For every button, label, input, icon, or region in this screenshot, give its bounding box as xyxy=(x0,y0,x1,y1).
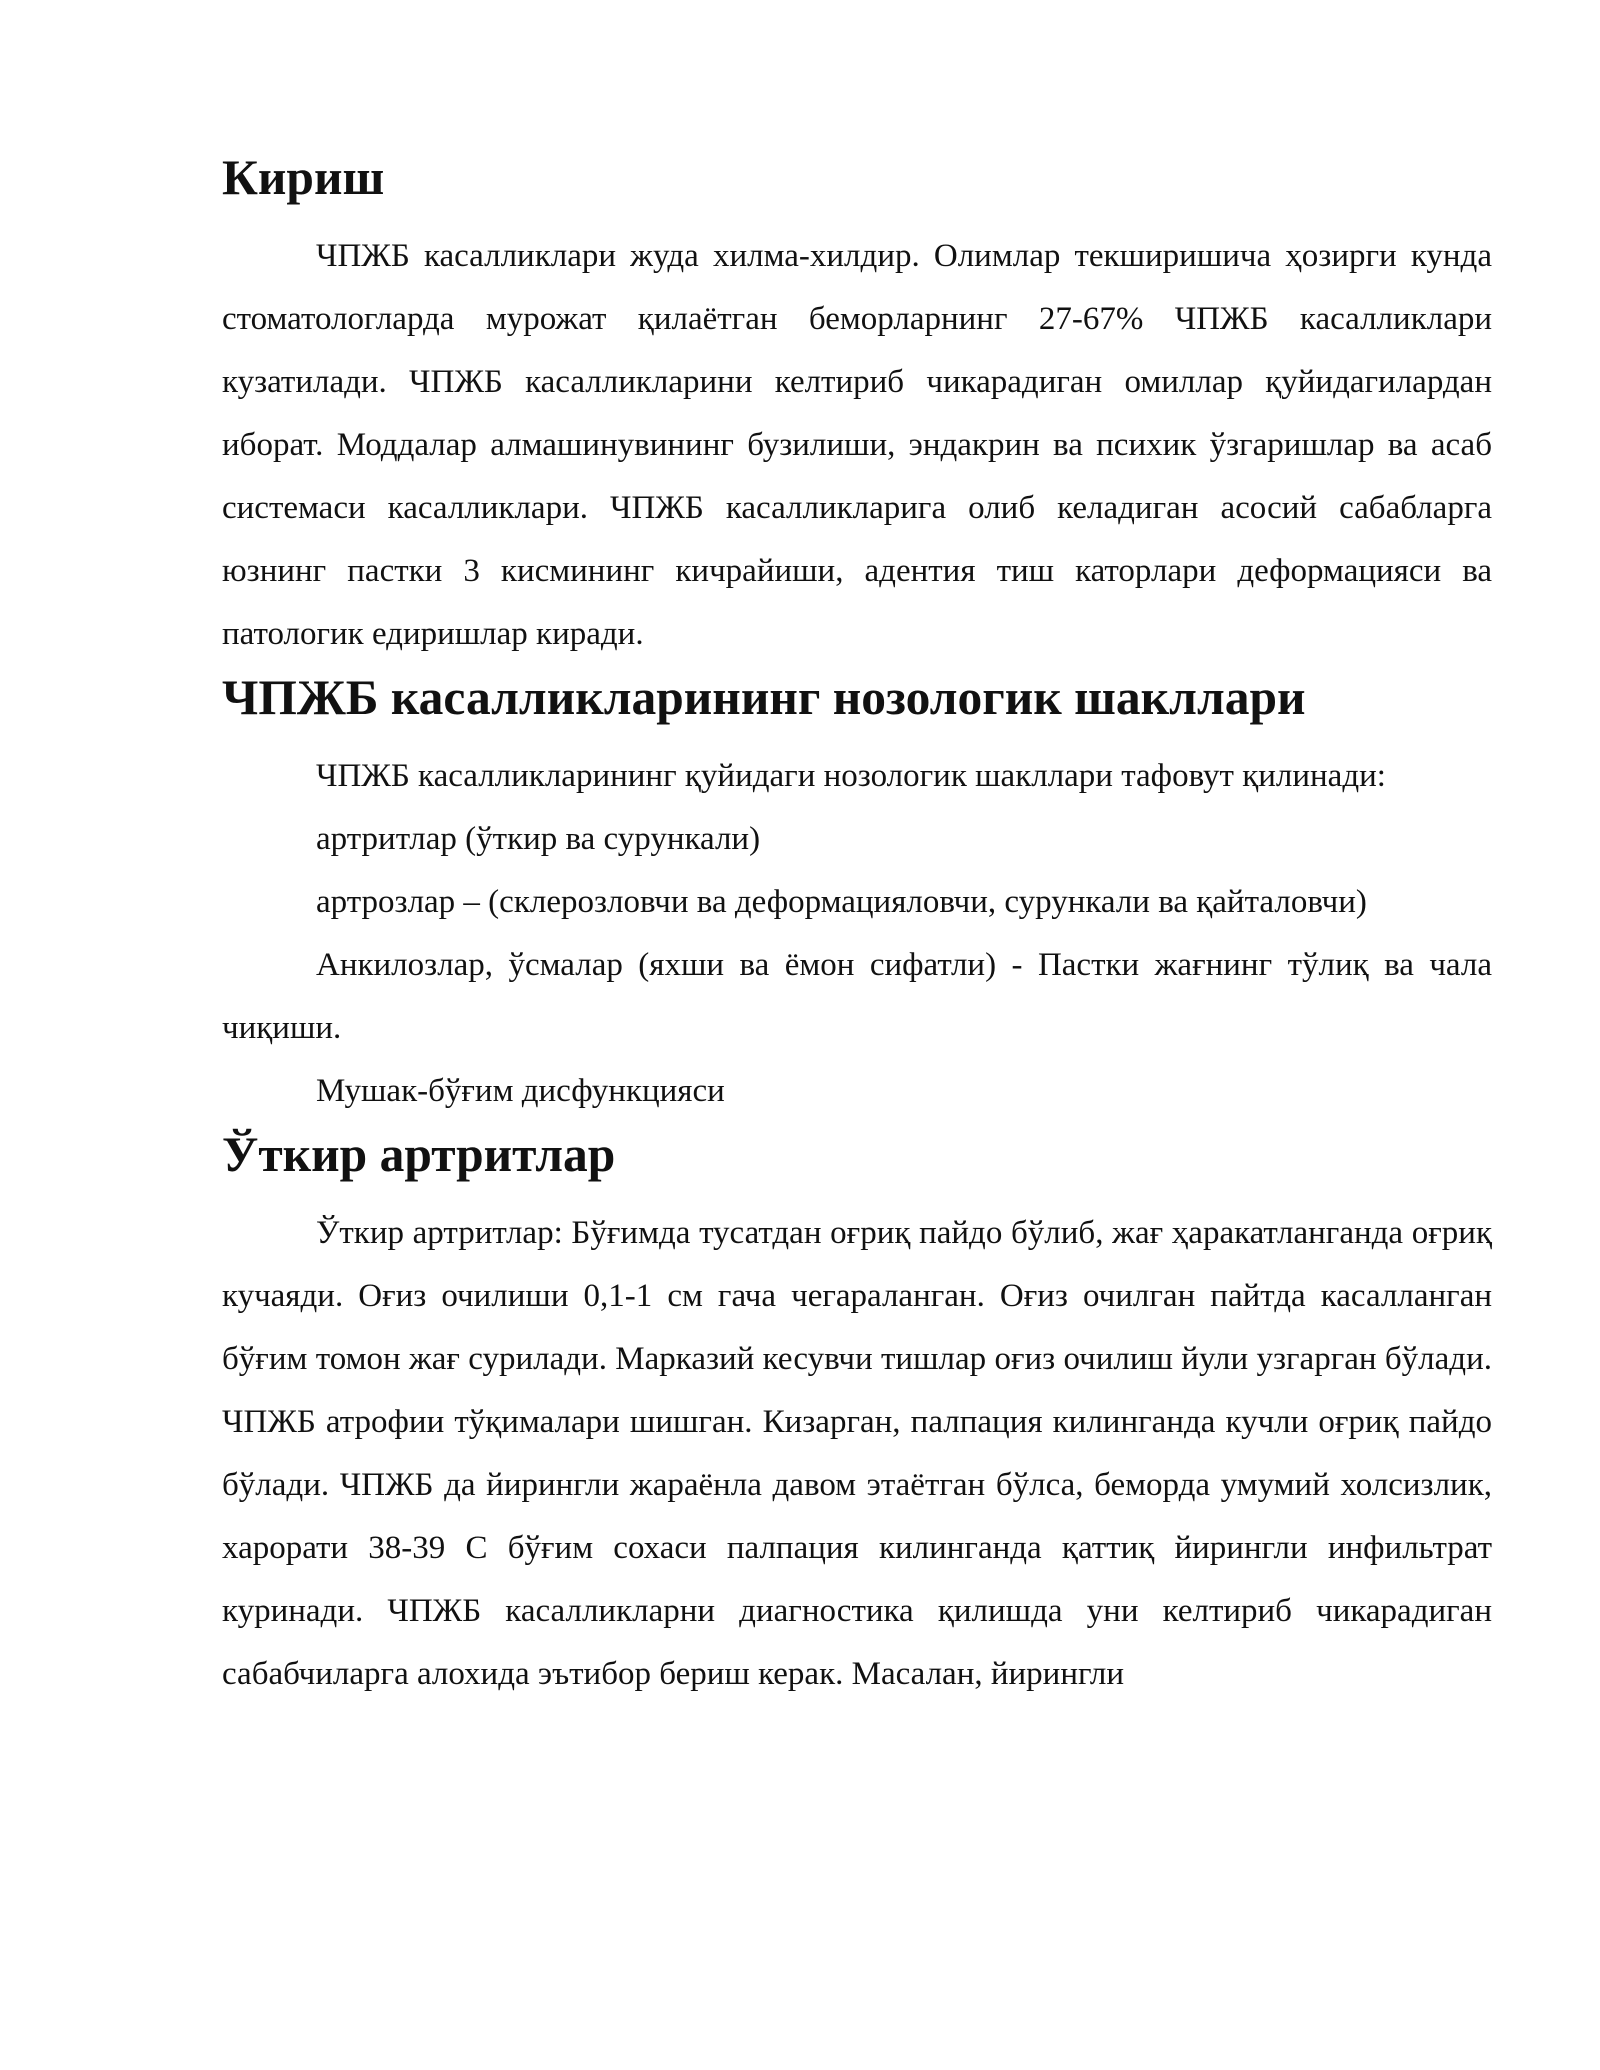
list-item-ankylosis: Анкилозлар, ўсмалар (яхши ва ёмон сифатли) - Пастки жағнинг тўлиқ ва чала чиқиши. xyxy=(222,947,1492,1046)
list-item-dysfunction: Мушак-бўғим дисфункцияси xyxy=(316,1073,725,1109)
document-page xyxy=(222,146,1492,1706)
paragraph-nosological-forms: ЧПЖБ касалликларининг қуйидаги нозологик шакллари тафовут қилинади: xyxy=(316,758,1386,794)
paragraph-introduction: ЧПЖБ касалликлари жуда хилма-хилдир. Олимлар текширишича ҳозирги кунда стоматологларда мурожат қилаётган беморларнинг 27-67% ЧПЖБ касалликлари кузатилади. ЧПЖБ касалликларини келтириб чикарадиган омиллар қуйидагилардан иборат. Моддалар алмашинувининг бузилиши, эндакрин ва психик ўзгаришлар ва асаб системаси касалликлари. ЧПЖБ касалликларига олиб келадиган асосий сабабларга юзнинг пастки 3 кисмининг кичрайиши, адентия тиш каторлари деформацияси ва патологик едиришлар киради. xyxy=(222,238,1492,652)
section-heading-nosological-forms: ЧПЖБ касалликларининг нозологик шакллари xyxy=(222,670,1306,725)
list-item-arthritis: артритлар (ўткир ва сурункали) xyxy=(316,821,761,857)
paragraph-acute-arthritis: Ўткир артритлар: Бўғимда тусатдан оғриқ пайдо бўлиб, жағ ҳаракатланганда оғриқ кучаяди. Оғиз очилиши 0,1-1 см гача чегараланган. Оғиз очилган пайтда касалланган бўғим томон жағ сурилади. Марказий кесувчи тишлар оғиз очилиш йули узгарган бўлади. ЧПЖБ атрофии тўқималари шишган. Кизарган, палпация килинганда кучли оғриқ пайдо бўлади. ЧПЖБ да йирингли жараёнла давом этаётган бўлса, беморда умумий холсизлик, харорати 38-39 С бўғим сохаси палпация килинганда қаттиқ йирингли инфильтрат куринади. ЧПЖБ касалликларни диагностика қилишда уни келтириб чикарадиган сабабчиларга алохида эътибор бериш керак. Масалан, йирингли xyxy=(222,1215,1492,1692)
list-item-arthrosis: артрозлар – (склерозловчи ва деформацияловчи, сурункали ва қайталовчи) xyxy=(316,884,1367,920)
section-heading-introduction: Кириш xyxy=(222,150,385,205)
section-heading-acute-arthritis: Ўткир артритлар xyxy=(222,1127,616,1182)
